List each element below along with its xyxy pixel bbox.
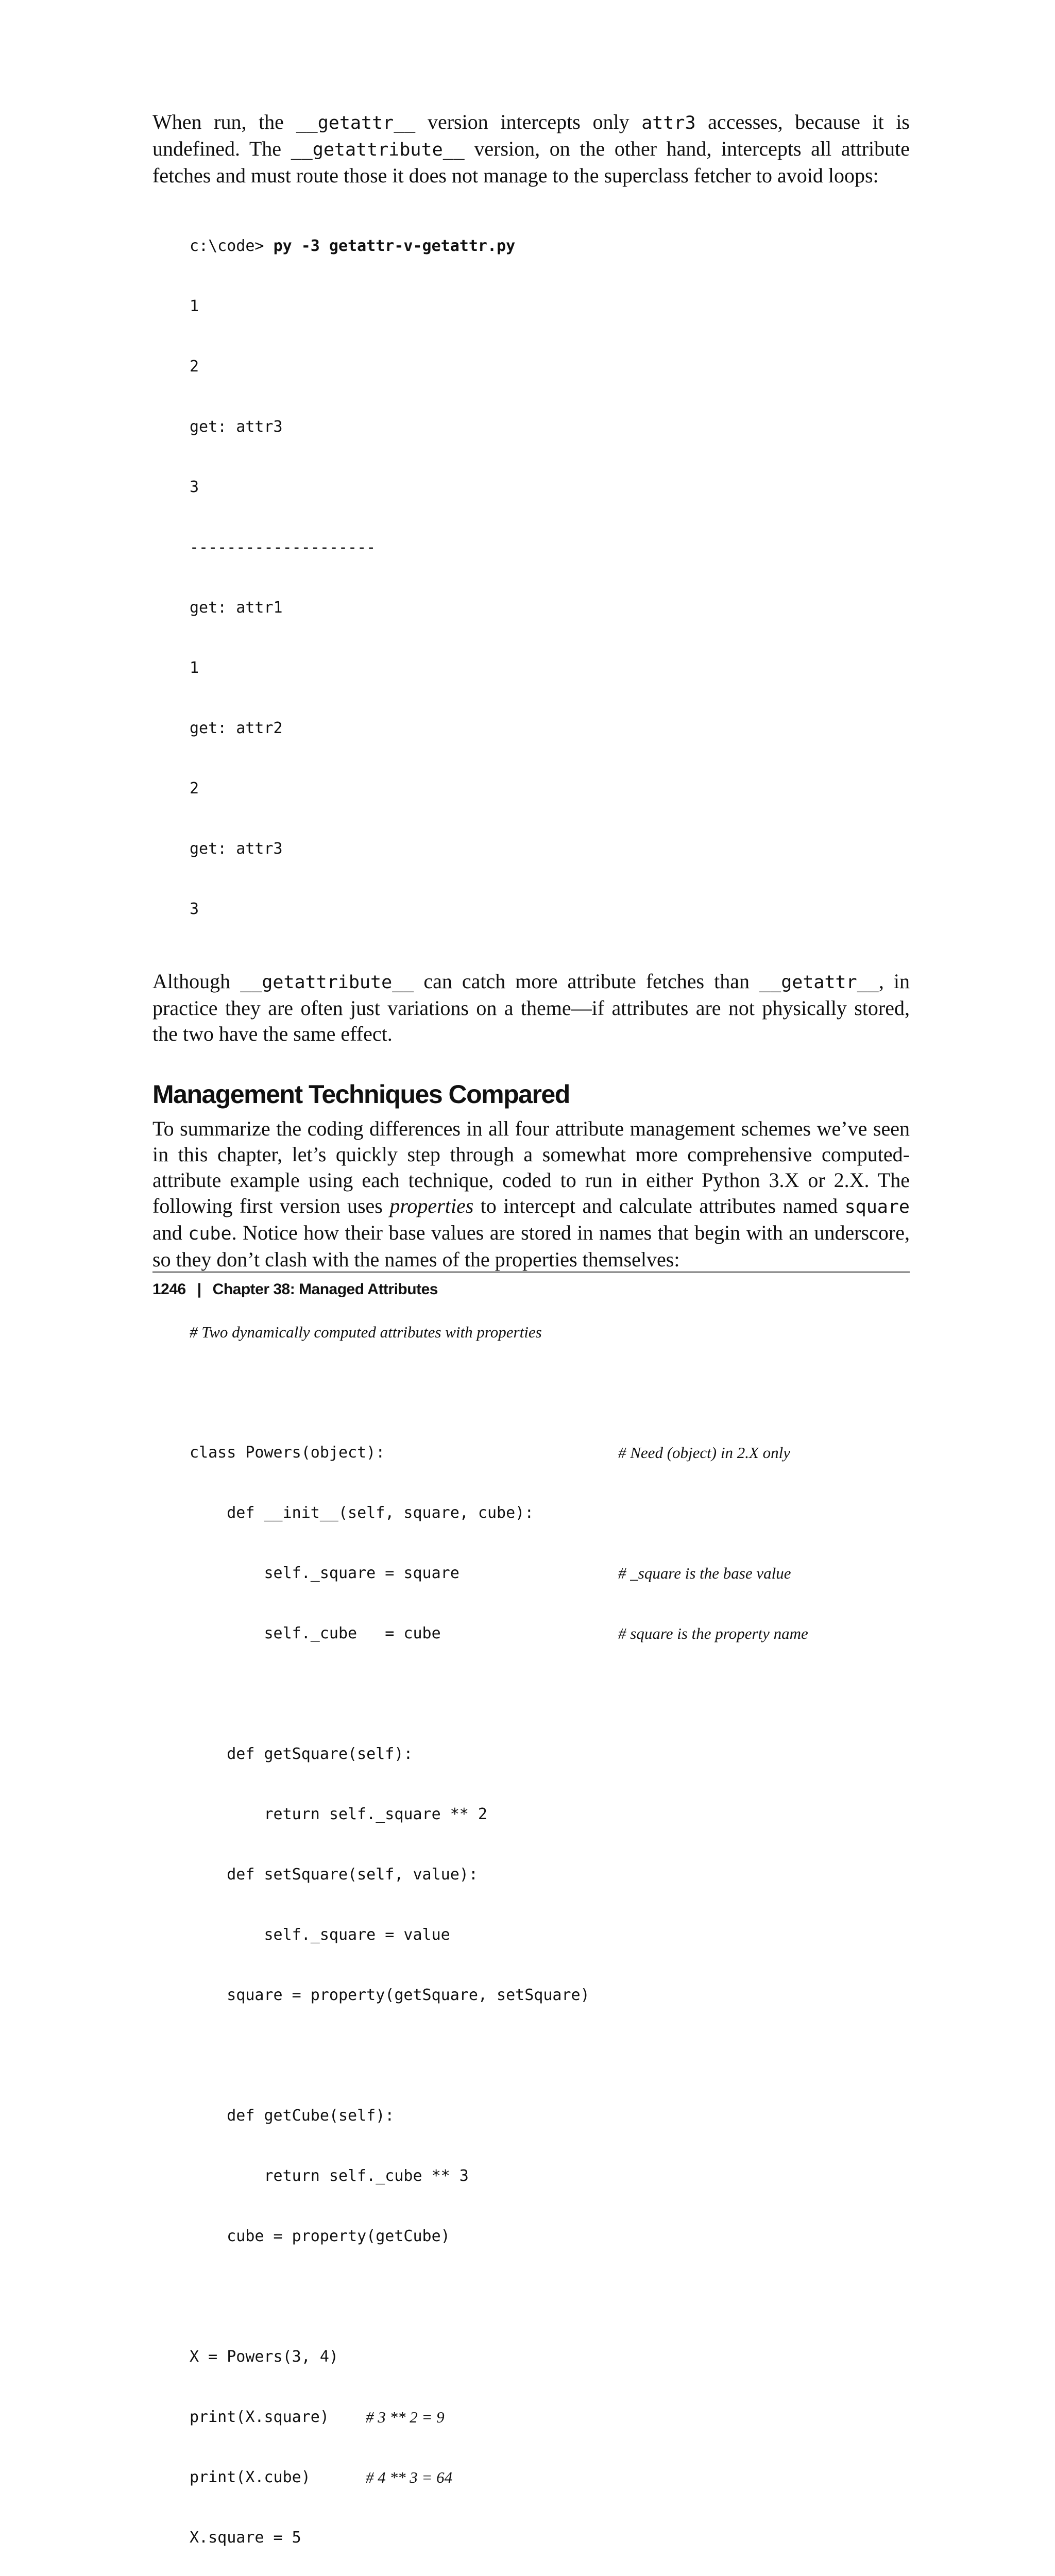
output-line: 3 xyxy=(190,900,199,918)
code-line: def getCube(self): xyxy=(190,2107,395,2125)
code-line: X.square = 5 xyxy=(190,2529,301,2547)
output-line: get: attr3 xyxy=(190,840,283,858)
text: version intercepts only xyxy=(415,110,642,133)
code-line: self._square = value xyxy=(190,1926,450,1944)
page-footer xyxy=(152,1281,438,1298)
code-line: self._square = square xyxy=(190,1564,460,1582)
page-number: 1246 xyxy=(152,1281,186,1298)
code-line: return self._square ** 2 xyxy=(190,1805,487,1823)
text: can catch more attribute fetches than xyxy=(414,970,760,993)
properties-code-block xyxy=(152,1282,910,2576)
text: To summarize the coding differences in all four attribute management schemes we’ve seen in this chapter, let’s quickly step through a somewhat more comprehensive computed-attribute example using each technique, coded to run in either Python 3.X or 2.X. The following first version uses xyxy=(152,1117,910,1217)
code-line: print(X.square) xyxy=(190,2408,329,2426)
paragraph-summary xyxy=(152,1116,910,1273)
inline-code: __getattribute__ xyxy=(291,140,465,160)
chapter-title: Chapter 38: Managed Attributes xyxy=(212,1281,438,1298)
output-line: 3 xyxy=(190,478,199,496)
shell-prompt: c:\code> xyxy=(190,237,274,255)
inline-code: attr3 xyxy=(641,113,696,133)
section-heading: Management Techniques Compared xyxy=(152,1080,570,1109)
code-line: X = Powers(3, 4) xyxy=(190,2348,338,2366)
code-comment: # 4 ** 3 = 64 xyxy=(366,2468,453,2486)
code-line: square = property(getSquare, setSquare) xyxy=(190,1986,590,2004)
paragraph-comparison xyxy=(152,969,910,1047)
output-line: 1 xyxy=(190,297,199,315)
output-line: 2 xyxy=(190,358,199,376)
inline-code: square xyxy=(844,1197,910,1217)
code-line: cube = property(getCube) xyxy=(190,2227,450,2245)
text: Although xyxy=(152,970,241,993)
text: and xyxy=(152,1221,189,1244)
emphasis: properties xyxy=(389,1194,474,1217)
shell-command: py -3 getattr-v-getattr.py xyxy=(273,237,516,255)
code-line: def setSquare(self, value): xyxy=(190,1866,478,1884)
output-line: 1 xyxy=(190,659,199,677)
output-line: 2 xyxy=(190,779,199,798)
text: When run, the xyxy=(152,110,296,133)
text: version, on the other hand, intercepts all attribute fetches and must route those it does not manage to the superclass fetcher to avoid loops: xyxy=(152,137,910,187)
text: . Notice how their base values are stored in names that begin with an underscore, so they don’t clash with the names of the properties themselves: xyxy=(152,1221,910,1271)
output-line: get: attr1 xyxy=(190,599,283,617)
output-code-block xyxy=(152,196,910,959)
code-comment: # Two dynamically computed attributes with properties xyxy=(190,1323,542,1341)
code-line: return self._cube ** 3 xyxy=(190,2167,469,2185)
text: to intercept and calculate attributes named xyxy=(473,1194,845,1217)
code-line: print(X.cube) xyxy=(190,2468,311,2486)
code-comment: # square is the property name xyxy=(618,1624,808,1642)
inline-code: __getattr__ xyxy=(759,972,879,993)
paragraph-intro xyxy=(152,109,910,189)
code-comment: # 3 ** 2 = 9 xyxy=(366,2408,445,2426)
text: , in practice they are often just variations on a theme—if attributes are not physically stored, the two have the same effect. xyxy=(152,970,910,1045)
output-line: get: attr2 xyxy=(190,719,283,737)
code-comment: # Need (object) in 2.X only xyxy=(618,1444,791,1462)
inline-code: __getattr__ xyxy=(296,113,416,133)
code-line: self._cube = cube xyxy=(190,1624,441,1642)
output-line: get: attr3 xyxy=(190,418,283,436)
inline-code: __getattribute__ xyxy=(240,972,414,993)
code-line: def getSquare(self): xyxy=(190,1745,413,1763)
text: accesses, because it is undefined. The xyxy=(152,110,910,160)
code-line: class Powers(object): xyxy=(190,1444,385,1462)
footer-rule xyxy=(152,1272,910,1273)
page-content xyxy=(152,109,910,2576)
code-line: def __init__(self, square, cube): xyxy=(190,1504,534,1522)
footer-separator: | xyxy=(197,1281,201,1298)
inline-code: cube xyxy=(188,1224,232,1244)
code-comment: # _square is the base value xyxy=(618,1564,791,1582)
output-line: -------------------- xyxy=(190,538,376,556)
